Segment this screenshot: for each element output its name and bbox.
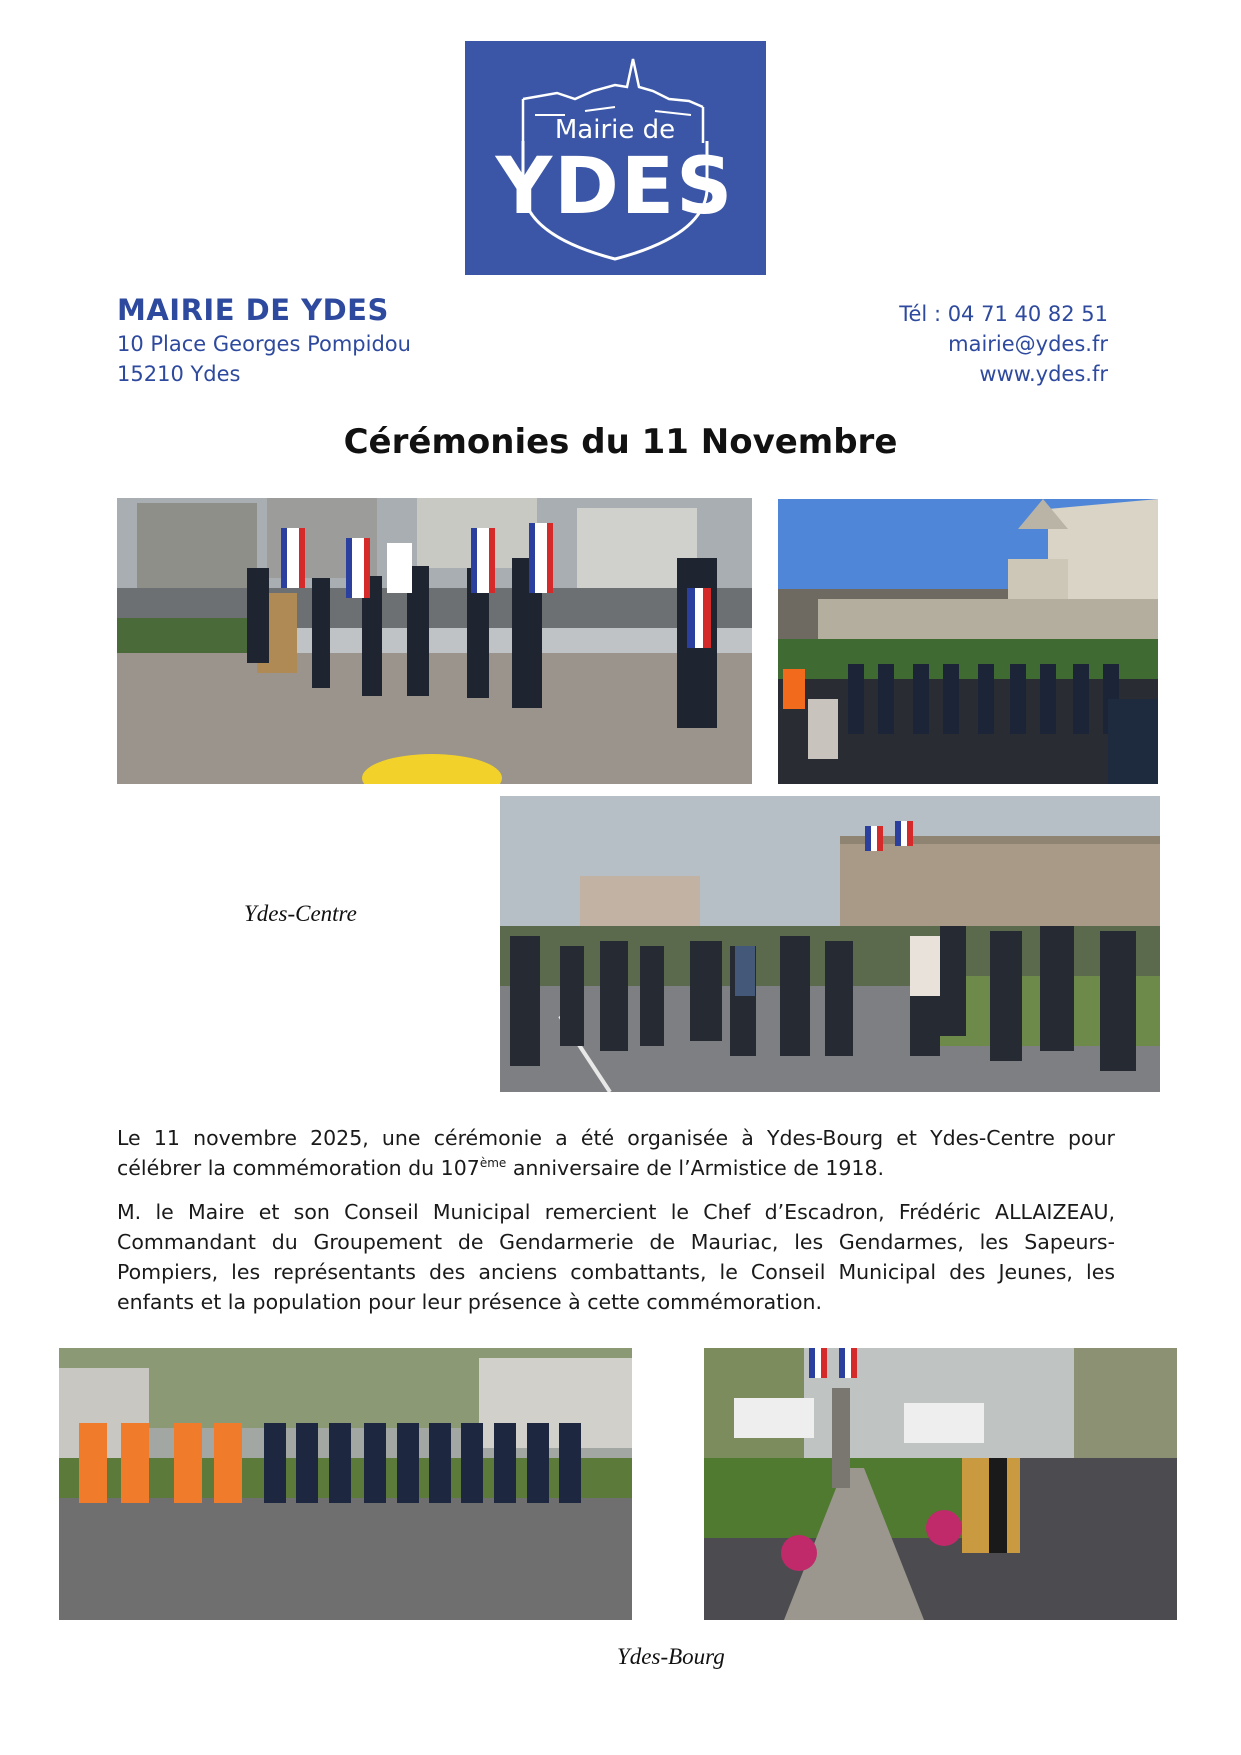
- photo-firefighters-line: [59, 1348, 632, 1620]
- phone-number: Tél : 04 71 40 82 51: [899, 302, 1108, 326]
- photo-small-memorial: [704, 1348, 1177, 1620]
- shield-logo-icon: [465, 41, 766, 275]
- intro-text-part2: anniversaire de l’Armistice de 1918.: [506, 1156, 885, 1180]
- photo-crowd-memorial: [500, 796, 1160, 1092]
- intro-superscript: ème: [479, 1156, 507, 1171]
- caption-ydes-centre: Ydes-Centre: [244, 901, 357, 926]
- logo-text-small: Mairie de: [554, 115, 676, 145]
- address-city: 15210 Ydes: [117, 362, 241, 386]
- address-street: 10 Place Georges Pompidou: [117, 332, 411, 356]
- organisation-name: MAIRIE DE YDES: [117, 293, 389, 327]
- thanks-paragraph: M. le Maire et son Conseil Municipal remercient le Chef d’Escadron, Frédéric ALLAIZEAU, Commandant du Groupement de Gendarmerie de Mauriac, les Gendarmes, les Sapeurs-Pompiers, les représentants des anciens combattants, le Conseil Municipal des Jeunes, les enfants et la population pour leur présence à cette commémoration.: [117, 1200, 1115, 1314]
- photo-memorial-church: [778, 499, 1158, 784]
- website-link[interactable]: www.ydes.fr: [979, 362, 1108, 386]
- intro-paragraph: [117, 1123, 1115, 1183]
- photo-ceremony-flags: [117, 498, 752, 784]
- caption-ydes-bourg: Ydes-Bourg: [617, 1644, 725, 1669]
- logo-text-big: YDES: [495, 142, 735, 232]
- intro-text-part1: Le 11 novembre 2025, une cérémonie a été organisée à Ydes-Bourg et Ydes-Centre pour célébrer la commémoration du 107: [117, 1126, 1115, 1180]
- email-link[interactable]: mairie@ydes.fr: [948, 332, 1108, 356]
- mairie-logo: [465, 41, 766, 275]
- page-title: Cérémonies du 11 Novembre: [343, 422, 898, 462]
